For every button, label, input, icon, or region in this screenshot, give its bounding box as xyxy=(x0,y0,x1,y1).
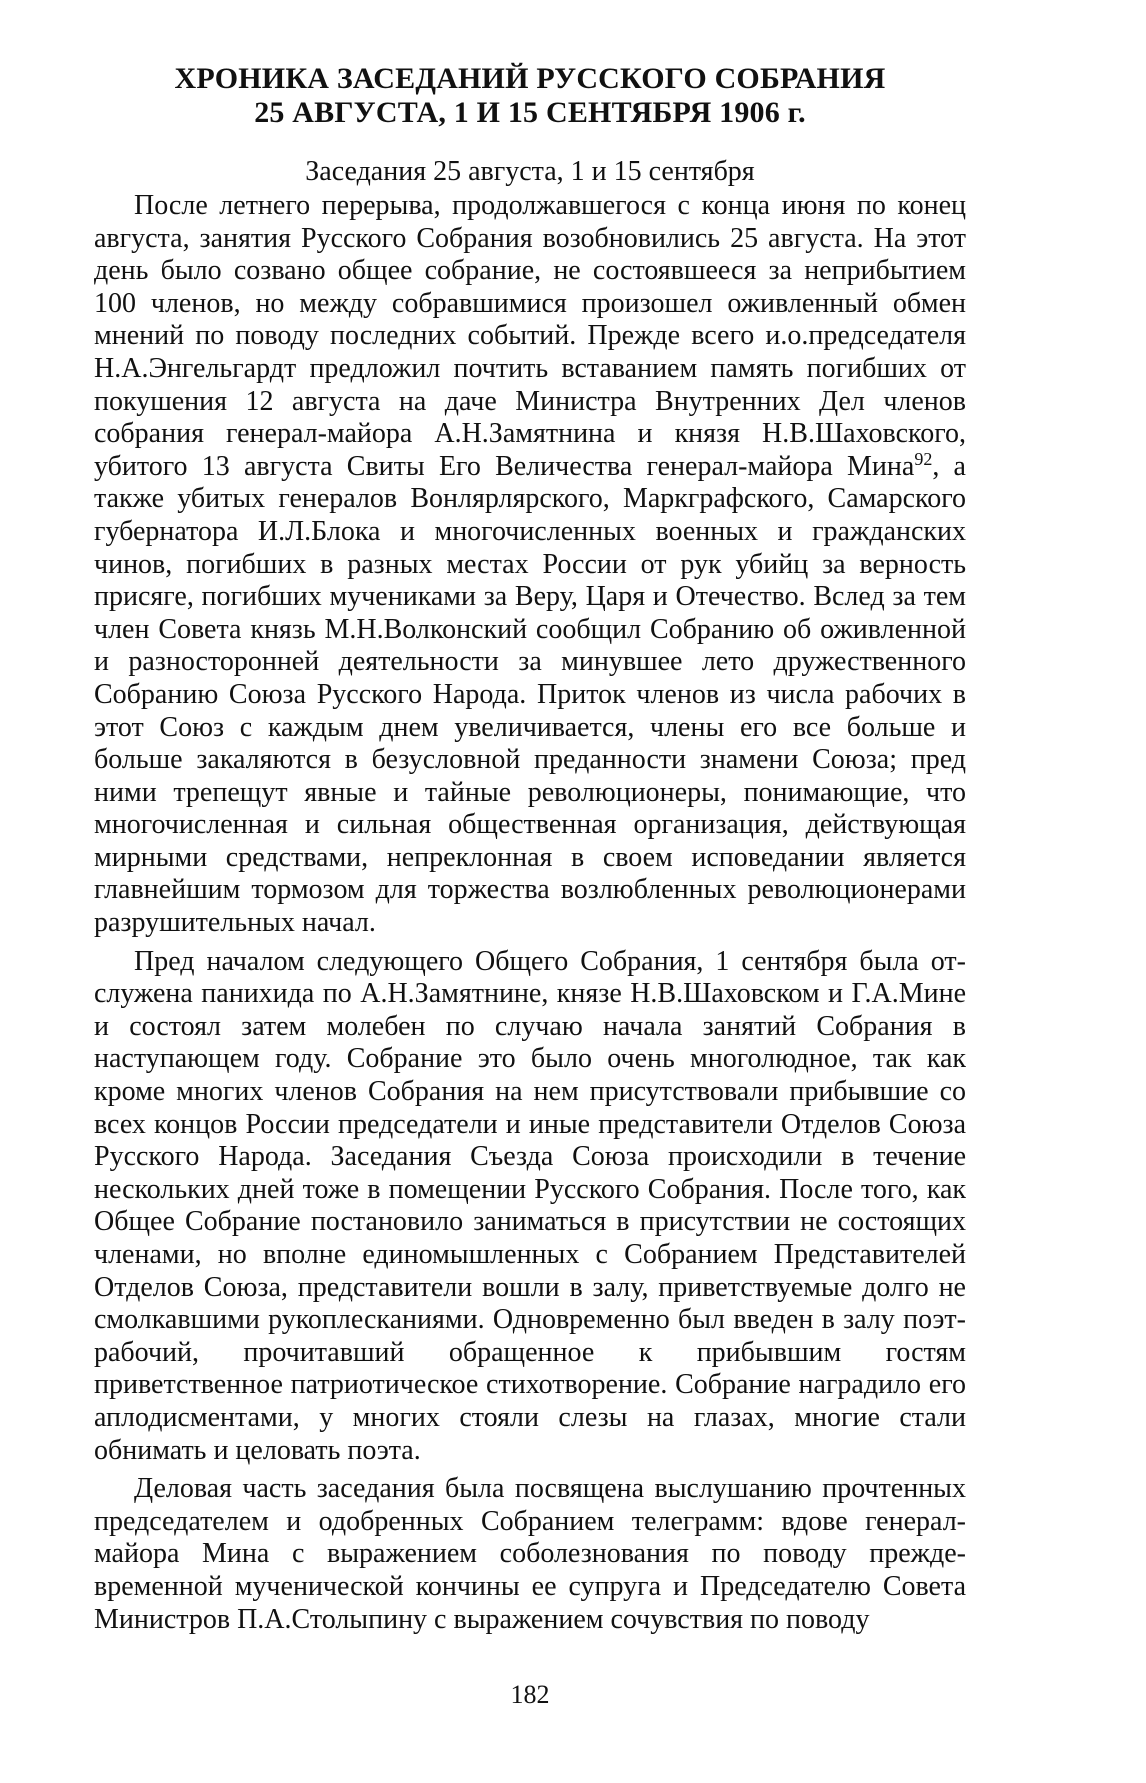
title-line-1: ХРОНИКА ЗАСЕДАНИЙ РУССКОГО СОБРАНИЯ xyxy=(174,62,886,95)
page-title xyxy=(94,62,966,130)
paragraph-2: Пред началом следующего Общего Собрания, 1 сентября была отслужена панихида по А.Н.Замятнине, князе Н.В.Шаховском и Г.А.Мине и состоял затем молебен по случаю начала занятий Собрания в наступающем году. Собрание это было очень многолюдное, так как кроме многих членов Собрания на нем присутствовали прибывшие со всех концов России председатели и иные представители Отделов Союза Русского Народа. Заседания Съезда Союза происходили в течение нескольких дней тоже в помещении Русского Собрания. После того, как Общее Собрание постановило заниматься в присутствии не состоящих членами, но вполне единомышленных с Собранием Представителей Отделов Союза, представители вошли в залу, приветствуемые долго не смолкавшими рукоплесканиями. Одновременно был введен в залу поэт-рабочий, прочитавший обращенное к прибывшим гостям приветственное патриотическое стихотворение. Собрание наградило его аплодисментами, у многих стояли слезы на глазах, многие стали обнимать и целовать поэта. xyxy=(94,945,966,1466)
paragraph-1-text-after-note: , а также убитых генералов Вонлярлярского, Маркграфского, Самарского губернатора И.Л.Блока и многочисленных военных и гражданских чинов, погибших в разных местах России от рук убийц за верность присяге, погибших мучениками за Веру, Царя и Отечество. Вслед за тем член Совета князь М.Н.Волконский сообщил Собранию об оживленной и разносторонней деятельности за минувшее лето дружественного Собранию Союза Русского Народа. Приток членов из числа рабочих в этот Союз с каждым днем увеличивается, члены его все больше и больше закаляются в безусловной преданности знамени Союза; пред ними трепещут явные и тайные революционеры, понимающие, что многочисленная и сильная общественная организация, действующая мирными средствами, непреклонная в своем исповедании является главнейшим тормозом для торжества возлюбленных революционерами разрушительных начал. xyxy=(94,450,966,939)
paragraph-1-text-before-note: После летнего перерыва, продолжавшегося с конца июня по конец августа, занятия Русского Собрания возобновились 25 августа. На этот день было созвано общее собрание, не состоявшееся за неприбытием 100 членов, но между собравшимися произошел оживленный обмен мнений по поводу последних событий. Прежде всего и.о.председателя Н.А.Энгельгардт предложил почтить вставанием память погибших от покушения 12 августа на даче Министра Внутренних Дел членов собрания генерал-майора А.Н.Замятнина и князя Н.В.Шаховского, убитого 13 августа Свиты Его Величества генерал-майора Мина xyxy=(94,190,966,482)
page-number: 182 xyxy=(510,1680,550,1709)
body-text xyxy=(94,190,966,1636)
paragraph-3: Деловая часть заседания была посвящена выслушанию прочтенных председателем и одобренных Собранием телеграмм: вдове генерал-майора Мина с выражением соболезнования по поводу преждевременной мученической кончины ее супруга и Председателю Совета Министров П.А.Столыпину с выражением сочувствия по поводу xyxy=(94,1473,966,1635)
title-line-2: 25 АВГУСТА, 1 И 15 СЕНТЯБРЯ 1906 г. xyxy=(254,96,806,129)
footnote-marker: 92 xyxy=(914,448,933,469)
section-subtitle: Заседания 25 августа, 1 и 15 сентября xyxy=(305,156,755,187)
paragraph-1 xyxy=(94,190,966,940)
